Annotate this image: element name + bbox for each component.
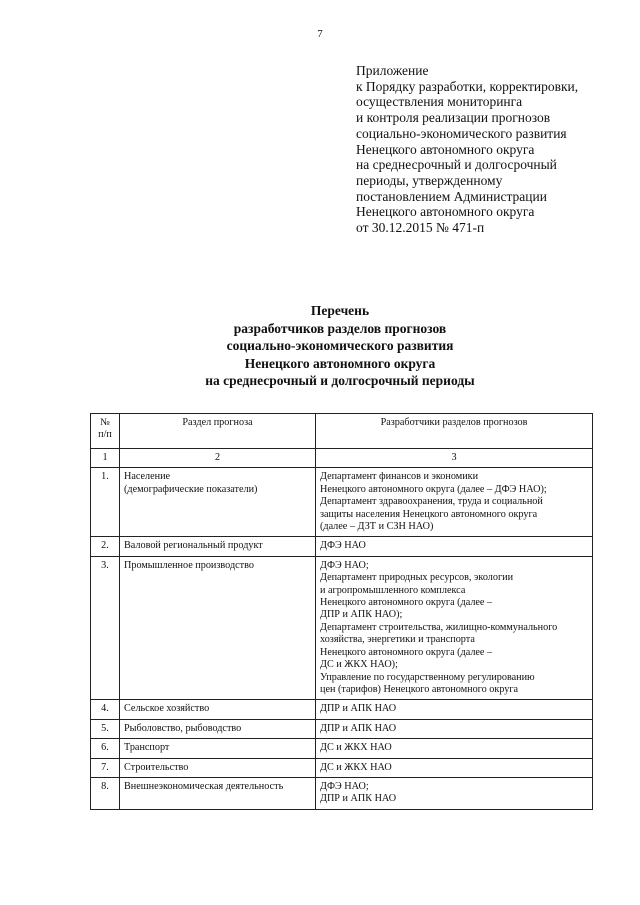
row-section [120, 758, 316, 777]
table-row [91, 777, 593, 809]
page-number: 7 [317, 28, 323, 40]
developer-line: ДПР и АПК НАО); [320, 609, 403, 621]
section-line: Строительство [124, 761, 189, 773]
appendix-note [356, 63, 636, 236]
table-row [91, 700, 593, 719]
title-line: Перечень [310, 303, 370, 318]
row-developers [316, 468, 593, 537]
developer-line: Управление по государственному регулированию [320, 671, 535, 683]
table-header-row [91, 414, 593, 449]
header-developers: Разработчики разделов прогнозов [316, 414, 593, 449]
developer-line: защиты населения Ненецкого автономного округа [320, 508, 538, 520]
developer-line: цен (тарифов) Ненецкого автономного округа [320, 683, 519, 695]
developer-line: Ненецкого автономного округа (далее – [320, 646, 493, 658]
developers-table [90, 413, 593, 810]
developer-line: ДПР и АПК НАО [320, 793, 397, 805]
section-line: Внешнеэкономическая деятельность [124, 780, 284, 792]
row-developers [316, 556, 593, 699]
title-line: Ненецкого автономного округа [244, 355, 436, 371]
developer-line: Департамент финансов и экономики [320, 471, 479, 483]
table-row [91, 739, 593, 758]
row-number: 2. [91, 537, 120, 556]
table-row [91, 537, 593, 556]
section-line: Валовой региональный продукт [124, 540, 263, 552]
row-number: 7. [91, 758, 120, 777]
row-number: 5. [91, 719, 120, 738]
row-developers [316, 700, 593, 719]
section-line: Транспорт [124, 742, 170, 754]
document-title [0, 302, 640, 390]
table-row [91, 468, 593, 537]
appendix-line: периоды, утвержденному [356, 172, 503, 188]
appendix-line: на среднесрочный и долгосрочный [356, 157, 557, 173]
row-number: 3. [91, 556, 120, 699]
col-number: 3 [316, 449, 593, 468]
appendix-line: Ненецкого автономного округа [356, 204, 535, 220]
developer-line: и агропромышленного комплекса [320, 584, 466, 596]
developer-line: ДС и ЖКХ НАО); [320, 659, 398, 671]
row-developers [316, 777, 593, 809]
row-section [120, 777, 316, 809]
section-line: Рыболовство, рыбоводство [124, 722, 242, 734]
developer-line: ДПР и АПК НАО [320, 722, 397, 734]
row-section [120, 739, 316, 758]
developer-line: ДФЭ НАО; [320, 559, 369, 571]
appendix-line: Приложение [356, 63, 429, 78]
row-developers [316, 537, 593, 556]
row-number: 6. [91, 739, 120, 758]
appendix-line: осуществления мониторинга [356, 94, 523, 110]
title-line: на среднесрочный и долгосрочный периоды [205, 373, 475, 388]
title-line: социально-экономического развития [226, 338, 454, 353]
header-num: № п/п [91, 414, 120, 449]
section-line: (демографические показатели) [124, 483, 258, 495]
developer-line: Департамент здравоохранения, труда и социальной [320, 496, 543, 508]
row-developers [316, 719, 593, 738]
developer-line: ДФЭ НАО [320, 540, 366, 552]
col-number: 1 [91, 449, 120, 468]
row-number: 1. [91, 468, 120, 537]
row-section [120, 700, 316, 719]
table-row [91, 719, 593, 738]
developer-line: Департамент природных ресурсов, экологии [320, 572, 514, 584]
row-section [120, 468, 316, 537]
appendix-line: к Порядку разработки, корректировки, [356, 78, 579, 94]
appendix-line: от 30.12.2015 № 471-п [356, 220, 485, 236]
developer-line: ДС и ЖКХ НАО [320, 742, 392, 754]
column-number-row [91, 449, 593, 468]
appendix-line: и контроля реализации прогнозов [356, 110, 551, 126]
row-section [120, 719, 316, 738]
row-section [120, 556, 316, 699]
appendix-line: социально-экономического развития [356, 125, 567, 141]
header-section: Раздел прогноза [120, 414, 316, 449]
table-row [91, 758, 593, 777]
appendix-line: Ненецкого автономного округа [356, 141, 535, 157]
row-section [120, 537, 316, 556]
table-body [91, 468, 593, 809]
developer-line: ДФЭ НАО; [320, 780, 369, 792]
table-row [91, 556, 593, 699]
developer-line: (далее – ДЗТ и СЗН НАО) [320, 521, 434, 533]
row-developers [316, 739, 593, 758]
developer-line: Ненецкого автономного округа (далее – [320, 597, 493, 609]
developer-line: Департамент строительства, жилищно-коммунального [320, 621, 558, 633]
developer-line: ДПР и АПК НАО [320, 703, 397, 715]
section-line: Сельское хозяйство [124, 703, 210, 715]
row-number: 4. [91, 700, 120, 719]
developer-line: ДС и ЖКХ НАО [320, 761, 392, 773]
title-line: разработчиков разделов прогнозов [233, 320, 447, 336]
developer-line: хозяйства, энергетики и транспорта [320, 634, 475, 646]
col-number: 2 [120, 449, 316, 468]
row-developers [316, 758, 593, 777]
section-line: Население [124, 471, 171, 483]
developer-line: Ненецкого автономного округа (далее – ДФЭ НАО); [320, 483, 547, 495]
section-line: Промышленное производство [124, 559, 254, 571]
appendix-line: постановлением Администрации [356, 188, 547, 204]
row-number: 8. [91, 777, 120, 809]
